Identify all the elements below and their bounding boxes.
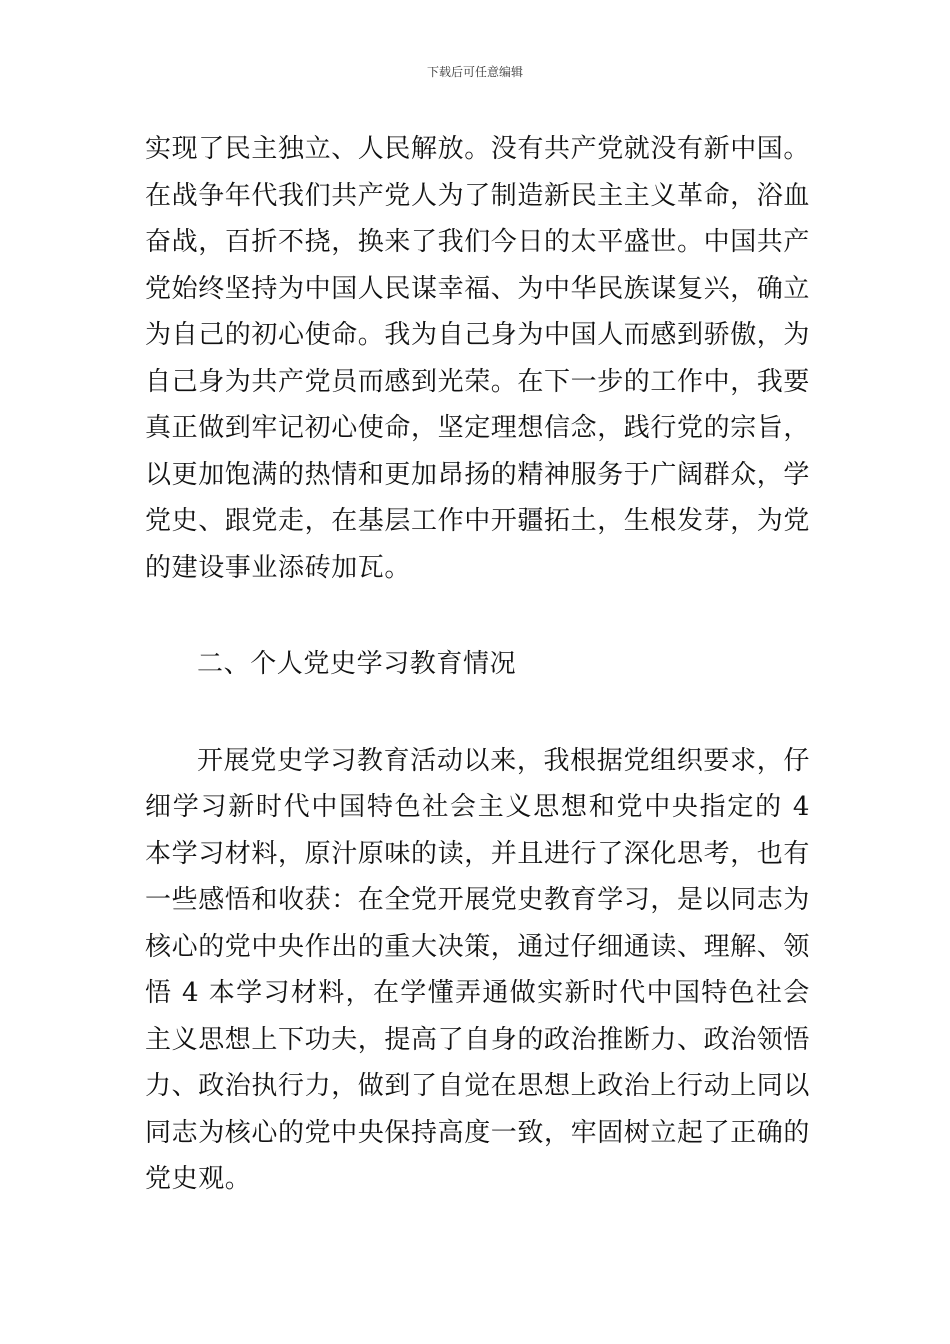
paragraph-study-situation: 开展党史学习教育活动以来，我根据党组织要求，仔细学习新时代中国特色社会主义思想和党中央指定的 4 本学习材料，原汁原味的读，并且进行了深化思考，也有一些感悟和收获：在全党开展党史教育学习，是以同志为核心的党中央作出的重大决策，通过仔细通读、理解、领悟 4 本学习材料，在学懂弄通做实新时代中国特色社会主义思想上下功夫，提高了自身的政治推断力、政治领悟力、政治执行力，做到了自觉在思想上政治上行动上同以同志为核心的党中央保持高度一致，牢固树立起了正确的党史观。 [145,745,811,1194]
paragraph-continuation: 实现了民主独立、人民解放。没有共产党就没有新中国。在战争年代我们共产党人为了制造新民主主义革命，浴血奋战，百折不挠，换来了我们今日的太平盛世。中国共产党始终坚持为中国人民谋幸福、为中华民族谋复兴，确立为自己的初心使命。我为自己身为中国人而感到骄傲，为自己身为共产党员而感到光荣。在下一步的工作中，我要真正做到牢记初心使命，坚定理想信念，践行党的宗旨，以更加饱满的热情和更加昂扬的精神服务于广阔群众，学党史、跟党走，在基层工作中开疆拓土，生根发芽，为党的建设事业添砖加瓦。 [145,134,811,583]
document-body [145,126,810,1203]
page-header: 下载后可任意编辑 [426,65,523,79]
section-heading: 二、个人党史学习教育情况 [197,649,517,679]
spacer [145,591,810,641]
spacer [145,688,810,738]
